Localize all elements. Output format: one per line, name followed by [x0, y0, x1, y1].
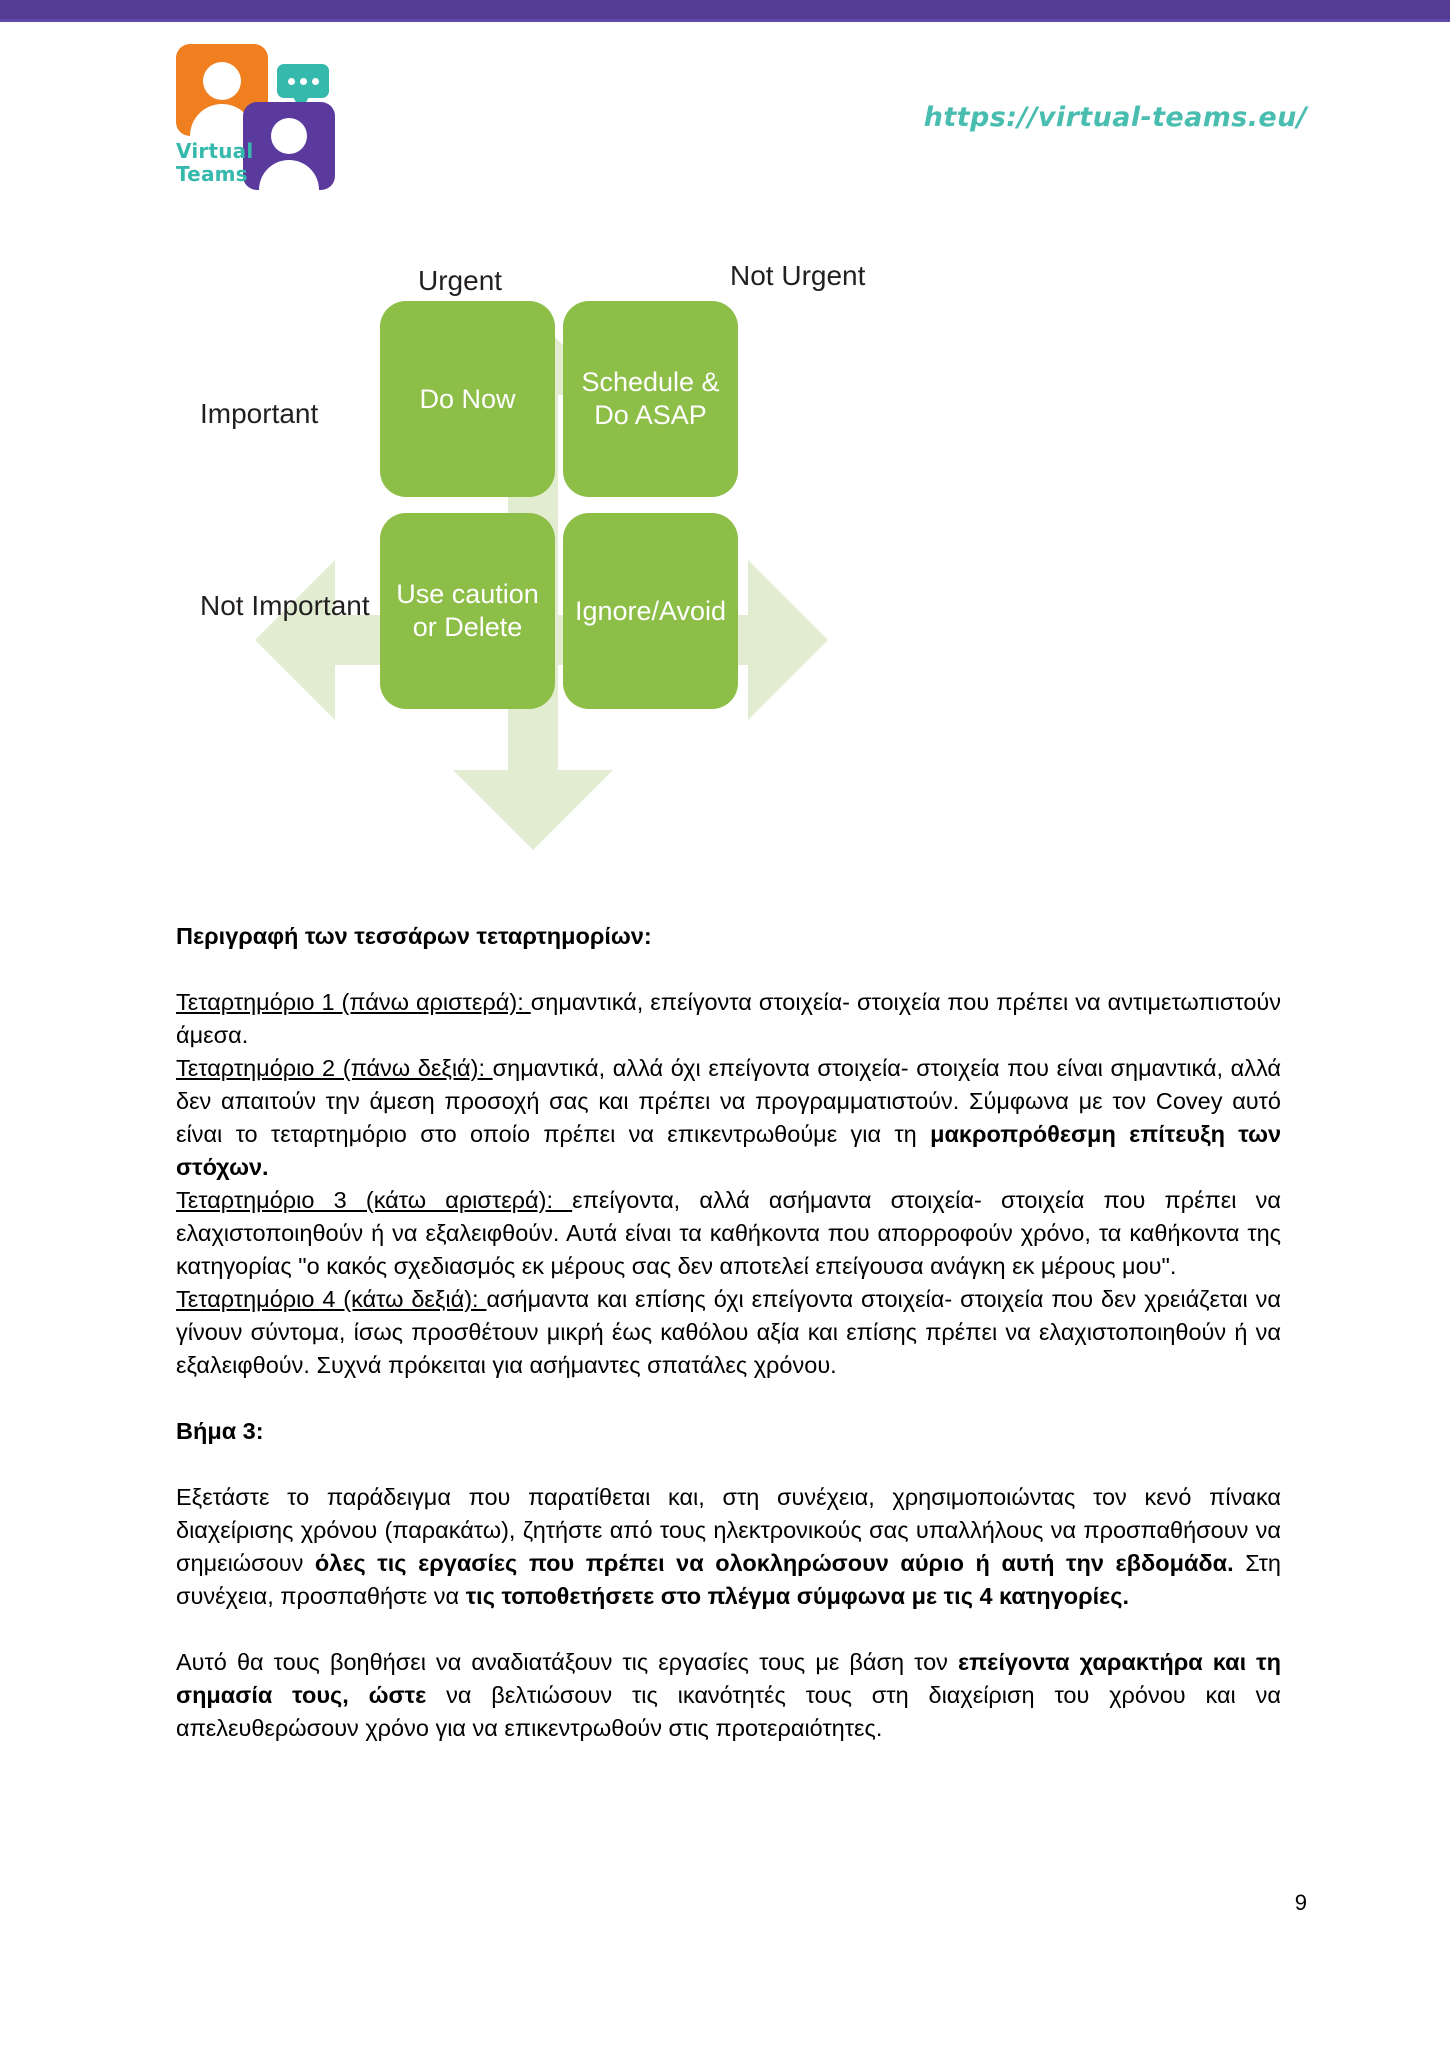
top-purple-band	[0, 0, 1450, 22]
quadrant-4-paragraph	[176, 1283, 1281, 1382]
step-3-p1-part-d: τις τοποθετήσετε στο πλέγμα σύμφωνα με τις 4 κατηγορίες.	[465, 1583, 1130, 1609]
virtual-teams-logo	[176, 44, 356, 189]
step-3-p2-part-c: να βελτιώσουν τις ικανότητές τους στη διαχείριση του χρόνου και να απελευθερώσουν χρόνο για να επικεντρωθούν στις προτεραιότητες.	[176, 1682, 1281, 1741]
logo-wordmark	[176, 140, 256, 186]
step-3-p1-part-a: Εξετάστε το παράδειγμα που παρατίθεται και, στη συνέχεια, χρησιμοποιώντας τον κενό πίνακα διαχείρισης χρόνου (παρακάτω), ζητήστε από τους ηλεκτρονικούς σας υπαλλήλους να προσπαθήσουν να σημειώσουν	[176, 1484, 1281, 1576]
step-3-p2-part-a: Αυτό θα τους βοηθήσει να αναδιατάξουν τις εργασίες τους με βάση τον	[176, 1649, 959, 1675]
matrix-quadrant-use-caution-or-delete[interactable]: Use caution or Delete	[380, 513, 555, 709]
matrix-quadrant-schedule-do-asap[interactable]: Schedule & Do ASAP	[563, 301, 738, 497]
matrix-label-not-important: Not Important	[200, 590, 370, 621]
step-3-p1-part-b: όλες τις εργασίες που πρέπει να ολοκληρώσουν αύριο ή αυτή την εβδομάδα.	[314, 1550, 1234, 1576]
step-3-p2-part-b: επείγοντα χαρακτήρα και τη σημασία τους, ώστε	[176, 1649, 1282, 1708]
step-3-heading: Βήμα 3:	[176, 1418, 264, 1444]
quadrant-4-label: Τεταρτημόριο 4 (κάτω δεξιά):	[176, 1286, 487, 1312]
quadrant-2-bold-tail: μακροπρόθεσμη επίτευξη των στόχων.	[176, 1121, 1282, 1180]
quadrant-1-text: σημαντικά, επείγοντα στοιχεία- στοιχεία που πρέπει να αντιμετωπιστούν άμεσα.	[176, 989, 1281, 1048]
matrix-label-urgent: Urgent	[418, 265, 503, 296]
quadrant-2-text: σημαντικά, αλλά όχι επείγοντα στοιχεία- στοιχεία που είναι σημαντικά, αλλά δεν απαιτούν την άμεση προσοχή σας και πρέπει να προγραμματιστούν. Σύμφωνα με τον Covey αυτό είναι το τεταρτημόριο στο οποίο πρέπει να επικεντρωθούμε για τη	[176, 1055, 1281, 1147]
quadrant-4-text: ασήμαντα και επίσης όχι επείγοντα στοιχεία- στοιχεία που δεν χρειάζεται να γίνουν σύντομα, ίσως προσθέτουν μικρή έως καθόλου αξία και επίσης πρέπει να ελαχιστοποιηθούν ή να εξαλειφθούν. Συχνά πρόκειται για ασήμαντες σπατάλες χρόνου.	[176, 1286, 1281, 1378]
quadrant-3-paragraph	[176, 1184, 1281, 1283]
document-body	[176, 920, 1281, 1745]
step-3-p1-part-c: Στη συνέχεια, προσπαθήστε να	[176, 1550, 1281, 1609]
matrix-label-important: Important	[200, 398, 319, 429]
quadrant-1-paragraph	[176, 986, 1281, 1052]
matrix-label-not-urgent: Not Urgent	[730, 260, 866, 291]
logo-wordmark-line2: Teams	[176, 162, 248, 186]
section-heading: Περιγραφή των τεσσάρων τεταρτημορίων:	[176, 923, 652, 949]
quadrant-1-label: Τεταρτημόριο 1 (πάνω αριστερά):	[176, 989, 531, 1015]
step-3-paragraph-1	[176, 1481, 1281, 1613]
matrix-quadrant-do-now[interactable]: Do Now	[380, 301, 555, 497]
page-header	[0, 22, 1450, 197]
site-url-link[interactable]: https://virtual-teams.eu/	[923, 102, 1307, 133]
quadrant-2-paragraph	[176, 1052, 1281, 1184]
eisenhower-matrix-diagram	[200, 250, 1020, 850]
logo-chat-bubble-icon	[277, 64, 329, 98]
quadrant-3-label: Τεταρτημόριο 3 (κάτω αριστερά):	[176, 1187, 573, 1213]
quadrant-3-text: επείγοντα, αλλά ασήμαντα στοιχεία- στοιχεία που πρέπει να ελαχιστοποιηθούν ή να εξαλειφθούν. Αυτά είναι τα καθήκοντα που απορροφούν χρόνο, τα καθήκοντα της κατηγορίας "ο κακός σχεδιασμός εκ μέρους σας δεν αποτελεί επείγουσα ανάγκη εκ μέρους μου".	[176, 1187, 1281, 1279]
matrix-quadrant-ignore-avoid[interactable]: Ignore/Avoid	[563, 513, 738, 709]
step-3-paragraph-2	[176, 1646, 1281, 1745]
logo-purple-person-icon	[243, 102, 335, 190]
quadrant-2-label: Τεταρτημόριο 2 (πάνω δεξιά):	[176, 1055, 493, 1081]
page-number: 9	[1294, 1890, 1307, 1915]
logo-wordmark-line1: Virtual	[176, 139, 254, 163]
